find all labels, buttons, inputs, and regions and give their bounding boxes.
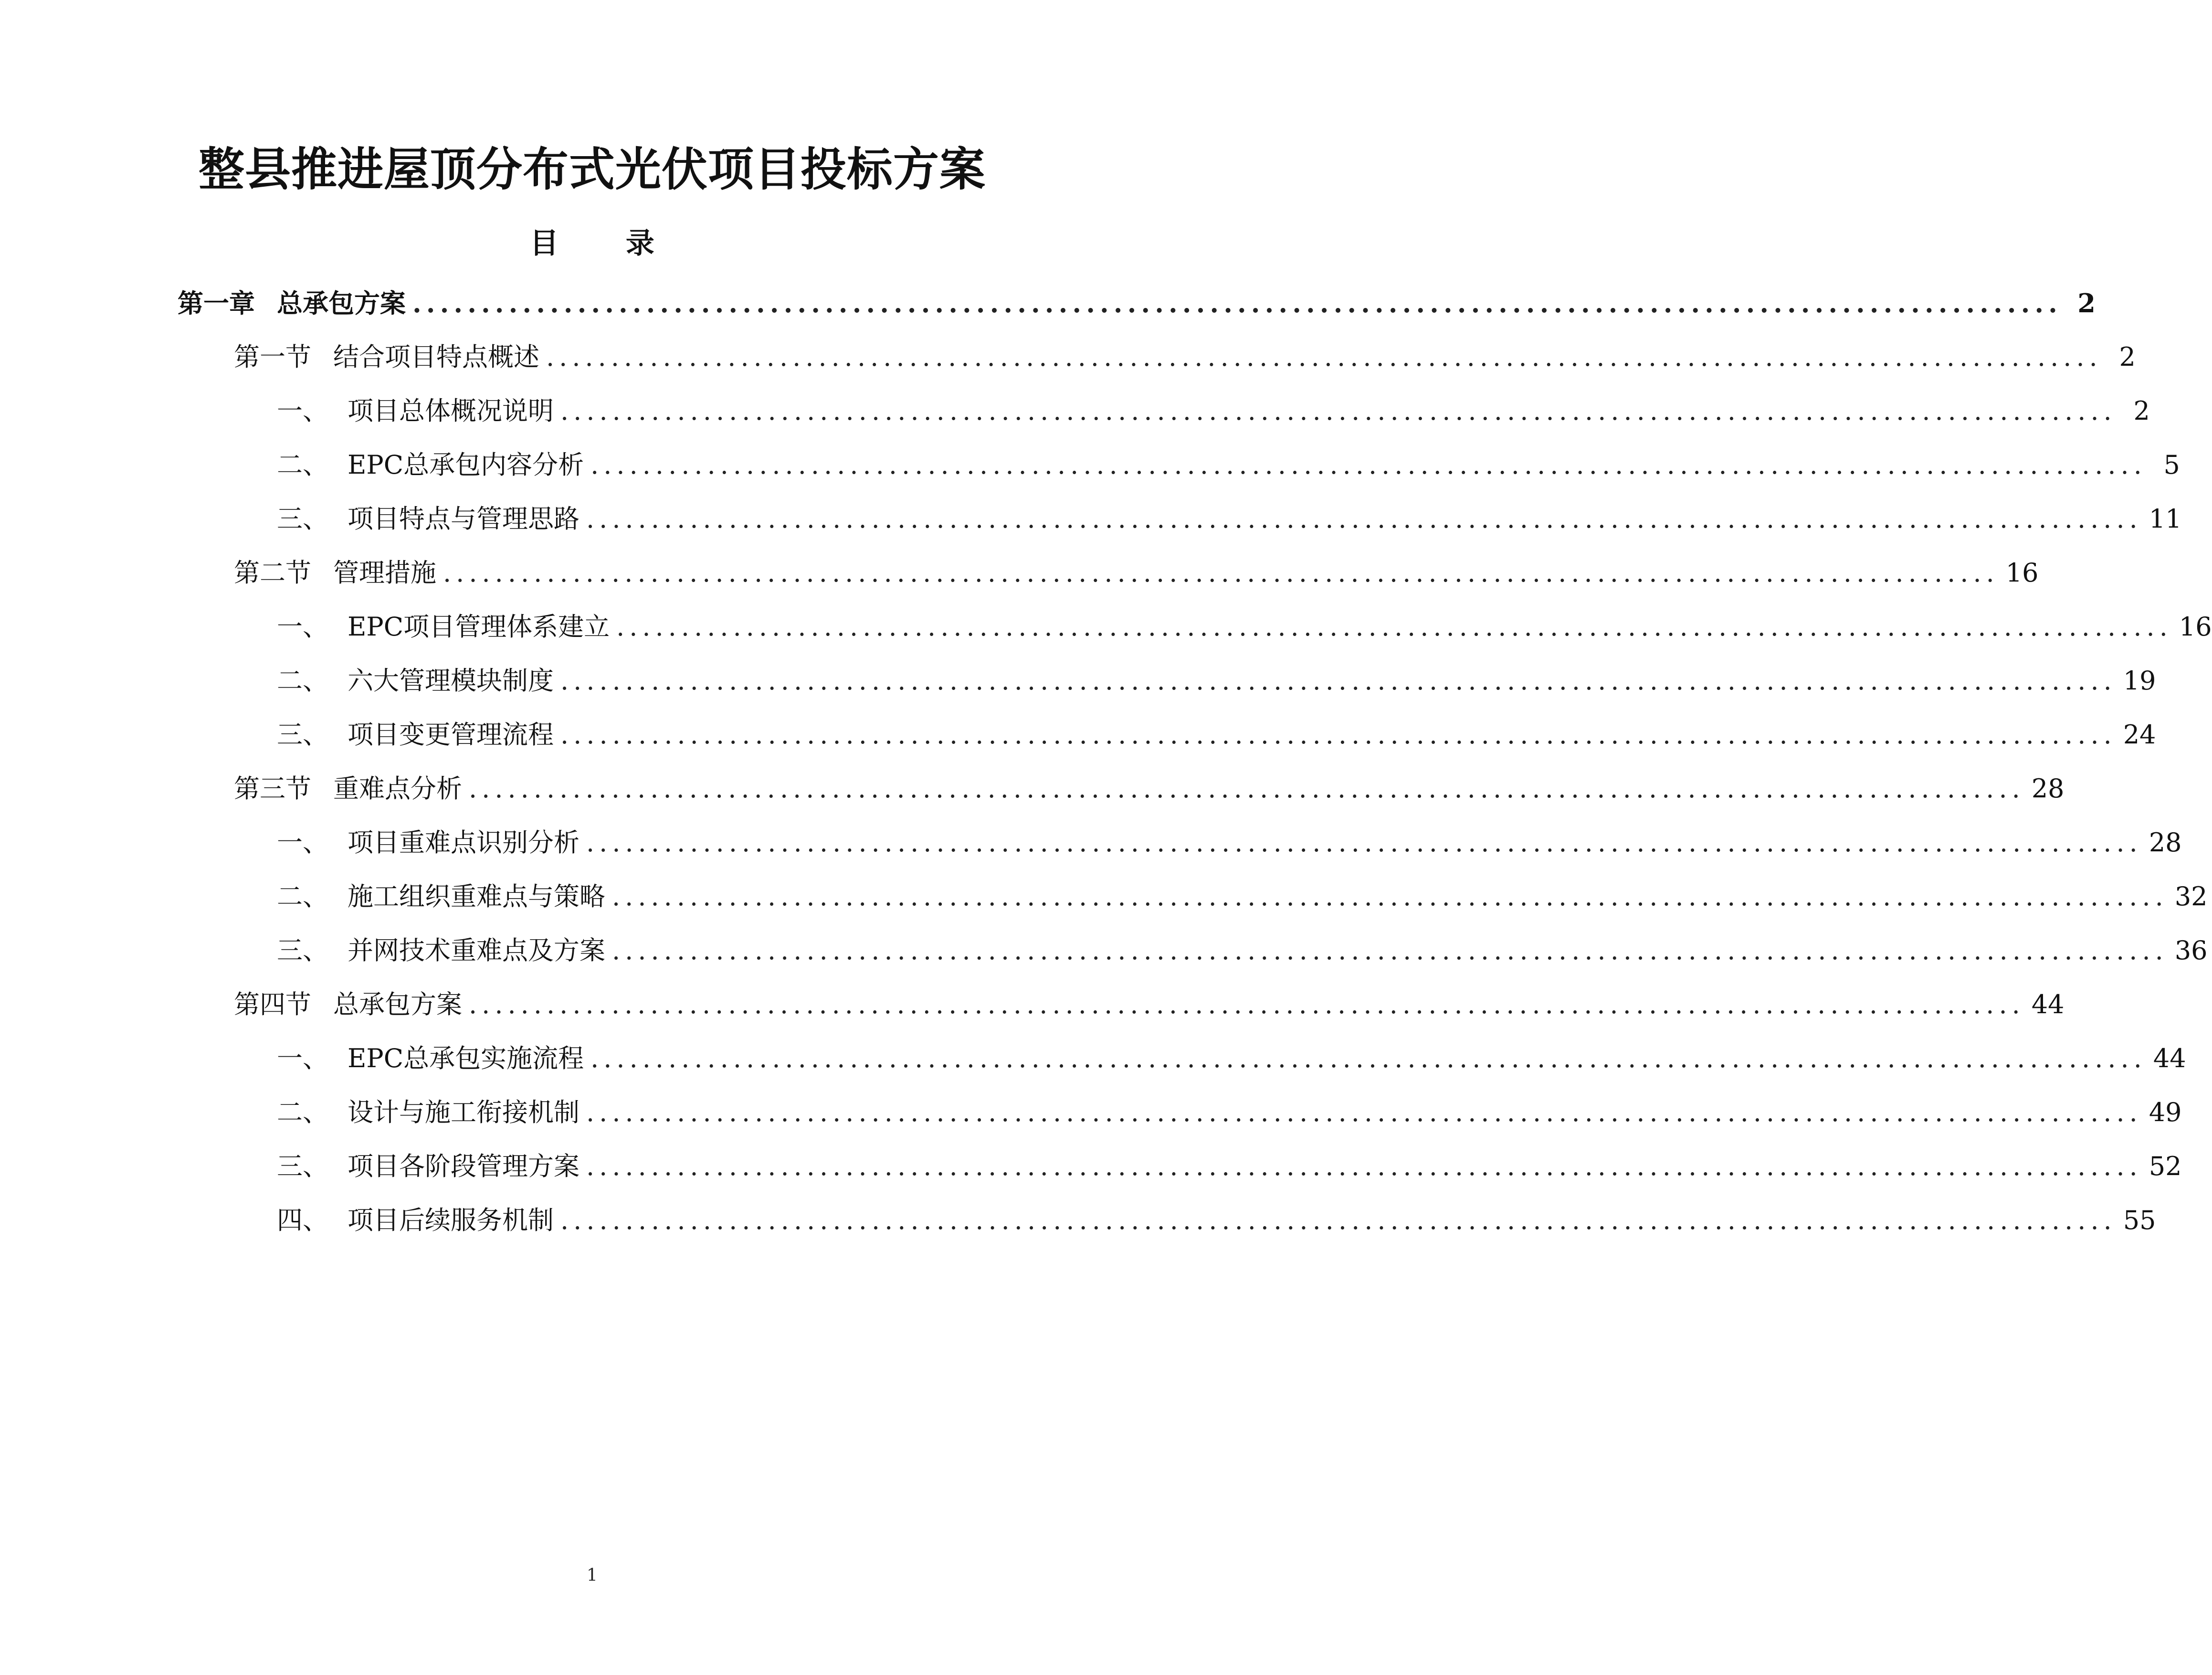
toc-item-entry — [277, 605, 2212, 648]
toc-dot-leader: ........................................................................................................................ — [546, 342, 2102, 372]
toc-dot-leader: ........................................................................................................................ — [560, 1205, 2117, 1235]
toc-entry-page: 19 — [2123, 666, 2156, 696]
toc-entry-title: 总承包方案 — [333, 989, 462, 1019]
toc-entry-title: EPC总承包内容分析 — [348, 450, 584, 480]
document-title: 整县推进屋顶分布式光伏项目投标方案 — [199, 142, 986, 196]
toc-dot-leader: ........................................................................................................................ — [443, 558, 1999, 588]
toc-entry-number: 三、 — [277, 504, 328, 534]
toc-entry-page: 16 — [2179, 612, 2212, 642]
toc-entry-title: 项目后续服务机制 — [348, 1205, 554, 1235]
toc-item-entry — [277, 1145, 2182, 1188]
toc-item-entry — [277, 444, 2180, 487]
toc-item-entry — [277, 659, 2156, 702]
toc-entry-number: 第三节 — [234, 774, 311, 804]
toc-dot-leader: ........................................................................................................................ — [616, 612, 2172, 642]
toc-entry-title: 项目总体概况说明 — [348, 396, 554, 426]
toc-entry-number: 一、 — [277, 396, 328, 426]
toc-entry-number: 第一节 — [234, 342, 311, 372]
toc-dot-leader: ........................................................................................................................ — [586, 1151, 2142, 1181]
toc-dot-leader: ........................................................................................................................ — [586, 827, 2142, 858]
toc-entry-page: 52 — [2149, 1151, 2182, 1181]
toc-dot-leader: ........................................................................................................................ — [612, 935, 2168, 965]
toc-entry-number: 二、 — [277, 881, 328, 912]
toc-entry-page: 44 — [2153, 1043, 2186, 1073]
toc-item-entry — [277, 498, 2182, 541]
toc-entry-title: 管理措施 — [333, 558, 436, 588]
toc-entry-number: 第二节 — [234, 558, 311, 588]
toc-item-entry — [277, 875, 2208, 918]
toc-item-entry — [277, 929, 2208, 972]
toc-entry-title: 六大管理模块制度 — [348, 666, 554, 696]
toc-entry-page: 24 — [2123, 720, 2156, 750]
toc-dot-leader: ........................................................................................................................ — [590, 450, 2147, 480]
toc-entry-number: 一、 — [277, 827, 328, 858]
toc-item-entry — [277, 821, 2182, 864]
toc-entry-title: 项目特点与管理思路 — [348, 504, 579, 534]
toc-entry-title: 设计与施工衔接机制 — [348, 1097, 579, 1127]
toc-dot-leader: ........................................................................................................................ — [469, 774, 2025, 804]
toc-entry-number: 第四节 — [234, 989, 311, 1019]
toc-dot-leader: ........................................................................................................................ — [412, 288, 2062, 318]
toc-entry-page: 49 — [2149, 1097, 2182, 1127]
toc-section-entry — [234, 551, 2039, 594]
toc-entry-page: 2 — [2133, 396, 2150, 426]
toc-dot-leader: ........................................................................................................................ — [586, 504, 2142, 534]
toc-entry-number: 一、 — [277, 612, 328, 642]
toc-item-entry — [277, 713, 2156, 756]
toc-chapter-entry — [178, 282, 2096, 325]
toc-entry-title: 项目重难点识别分析 — [348, 827, 579, 858]
toc-dot-leader: ........................................................................................................................ — [469, 989, 2025, 1019]
toc-dot-leader: ........................................................................................................................ — [586, 1097, 2142, 1127]
toc-entry-number: 三、 — [277, 1151, 328, 1181]
toc-entry-title: 项目变更管理流程 — [348, 720, 554, 750]
toc-dot-leader: ........................................................................................................................ — [590, 1043, 2147, 1073]
toc-entry-page: 5 — [2163, 450, 2180, 480]
toc-entry-page: 2 — [2077, 288, 2096, 318]
toc-entry-number: 二、 — [277, 666, 328, 696]
toc-entry-page: 11 — [2149, 504, 2182, 534]
toc-entry-page: 36 — [2174, 935, 2208, 965]
toc-entry-title: 重难点分析 — [333, 774, 462, 804]
toc-entry-title: 总承包方案 — [277, 288, 406, 318]
toc-entry-page: 28 — [2031, 774, 2065, 804]
toc-section-entry — [234, 767, 2065, 810]
toc-entry-number: 三、 — [277, 935, 328, 965]
toc-item-entry — [277, 390, 2150, 433]
toc-entry-title: 并网技术重难点及方案 — [348, 935, 605, 965]
toc-entry-number: 第一章 — [178, 288, 255, 318]
toc-entry-title: 结合项目特点概述 — [333, 342, 539, 372]
toc-entry-number: 二、 — [277, 1097, 328, 1127]
toc-item-entry — [277, 1091, 2182, 1134]
toc-dot-leader: ........................................................................................................................ — [560, 666, 2117, 696]
toc-entry-title: 项目各阶段管理方案 — [348, 1151, 579, 1181]
page-number: 1 — [587, 1566, 598, 1585]
toc-entry-title: 施工组织重难点与策略 — [348, 881, 605, 912]
toc-entry-page: 44 — [2031, 989, 2065, 1019]
toc-dot-leader: ........................................................................................................................ — [560, 396, 2117, 426]
toc-entry-page: 28 — [2149, 827, 2182, 858]
toc-entry-number: 四、 — [277, 1205, 328, 1235]
toc-entry-page: 32 — [2174, 881, 2208, 912]
toc-entry-page: 55 — [2123, 1205, 2156, 1235]
toc-entry-page: 16 — [2005, 558, 2039, 588]
toc-entry-title: EPC总承包实施流程 — [348, 1043, 584, 1073]
toc-entry-number: 二、 — [277, 450, 328, 480]
toc-section-entry — [234, 983, 2065, 1026]
toc-entry-title: EPC项目管理体系建立 — [348, 612, 610, 642]
toc-dot-leader: ........................................................................................................................ — [612, 881, 2168, 912]
toc-item-entry — [277, 1037, 2186, 1080]
toc-heading: 目 录 — [530, 227, 683, 260]
toc-section-entry — [234, 336, 2136, 379]
toc-item-entry — [277, 1199, 2156, 1242]
toc-entry-number: 一、 — [277, 1043, 328, 1073]
toc-entry-page: 2 — [2119, 342, 2136, 372]
toc-dot-leader: ........................................................................................................................ — [560, 720, 2117, 750]
toc-entry-number: 三、 — [277, 720, 328, 750]
